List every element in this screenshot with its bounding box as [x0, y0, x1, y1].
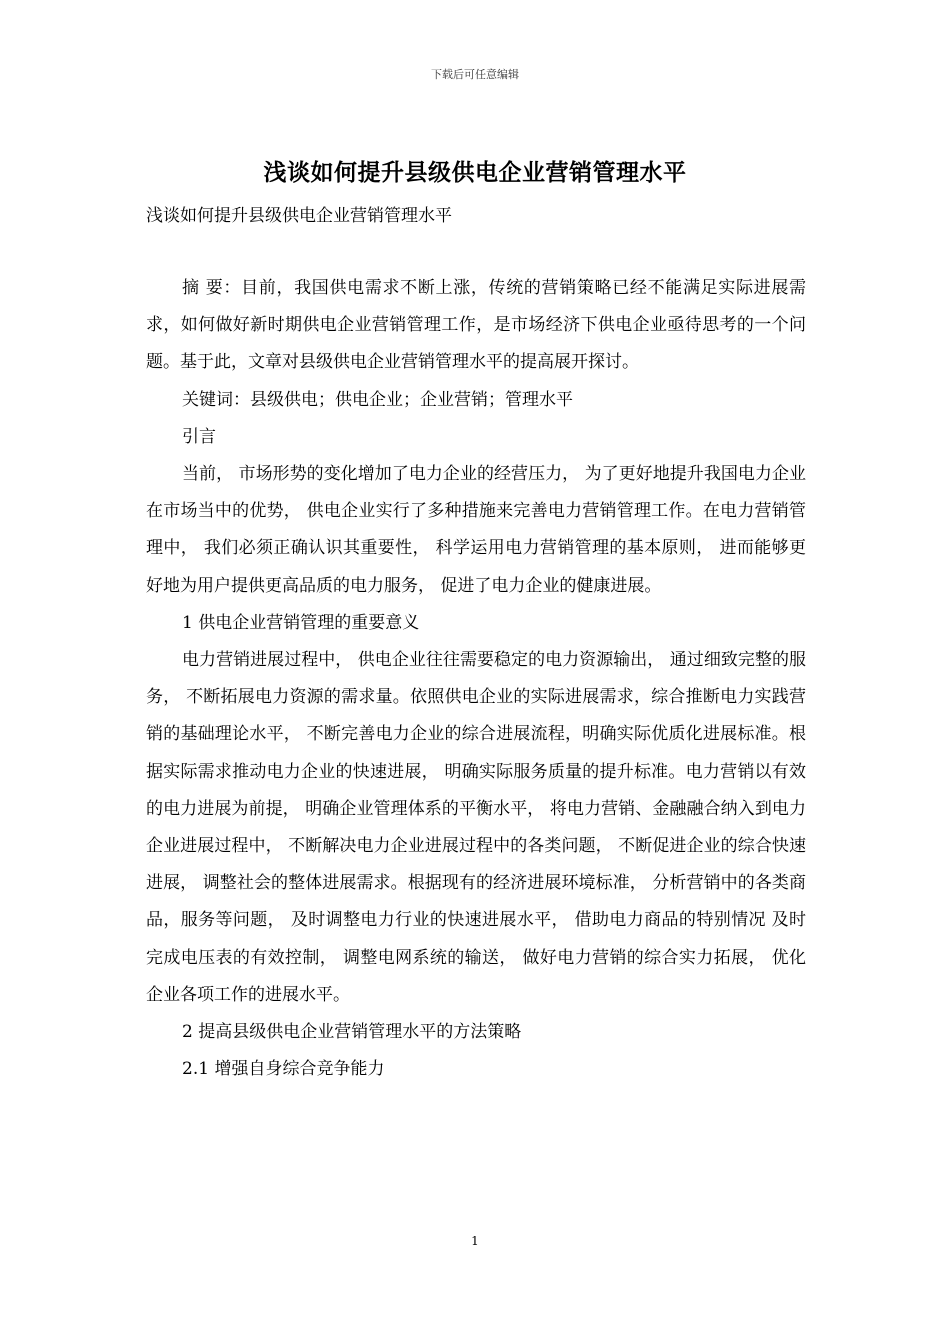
page-title: 浅谈如何提升县级供电企业营销管理水平 — [263, 159, 687, 186]
subtitle: 浅谈如何提升县级供电企业营销管理水平 — [146, 206, 452, 226]
abstract-paragraph: 摘 要：目前，我国供电需求不断上涨，传统的营销策略已经不能满足实际进展需求，如何做好新时期供电企业营销管理工作，是市场经济下供电企业亟待思考的一个问题。基于此，文章对县级供电企业营销管理水平的提高展开探讨。 — [146, 278, 806, 373]
intro-heading: 引言 — [182, 426, 216, 447]
page-number: 1 — [471, 1234, 479, 1248]
section-2-heading: 2 提高县级供电企业营销管理水平的方法策略 — [182, 1022, 522, 1043]
document-body — [146, 270, 806, 1088]
intro-paragraph: 当前， 市场形势的变化增加了电力企业的经营压力， 为了更好地提升我国电力企业在市场当中的优势， 供电企业实行了多种措施来完善电力营销管理工作。在电力营销管理中， 我们必须正确认识其重要性， 科学运用电力营销管理的基本原则， 进而能够更好地为用户提供更高品质的电力服务， 促进了电力企业的健康进展。 — [146, 464, 806, 596]
section-1-heading: 1 供电企业营销管理的重要意义 — [182, 612, 420, 633]
header-note: 下载后可任意编辑 — [431, 68, 519, 81]
keywords-paragraph: 关键词：县级供电；供电企业；企业营销；管理水平 — [182, 389, 573, 410]
section-1-paragraph: 电力营销进展过程中， 供电企业往往需要稳定的电力资源输出， 通过细致完整的服务， 不断拓展电力资源的需求量。依照供电企业的实际进展需求，综合推断电力实践营销的基础理论水平， 不断完善电力企业的综合进展流程，明确实际优质化进展标准。根据实际需求推动电力企业的快速进展， 明确实际服务质量的提升标准。电力营销以有效的电力进展为前提， 明确企业管理体系的平衡水平， 将电力营销、金融融合纳入到电力企业进展过程中， 不断解决电力企业进展过程中的各类问题， 不断促进企业的综合快速进展， 调整社会的整体进展需求。根据现有的经济进展环境标准， 分析营销中的各类商品，服务等问题， 及时调整电力行业的快速进展水平， 借助电力商品的特别情况 及时完成电压表的有效控制， 调整电网系统的输送， 做好电力营销的综合实力拓展， 优化企业各项工作的进展水平。 — [146, 650, 806, 1005]
section-2-1-heading: 2.1 增强自身综合竞争能力 — [182, 1059, 385, 1080]
